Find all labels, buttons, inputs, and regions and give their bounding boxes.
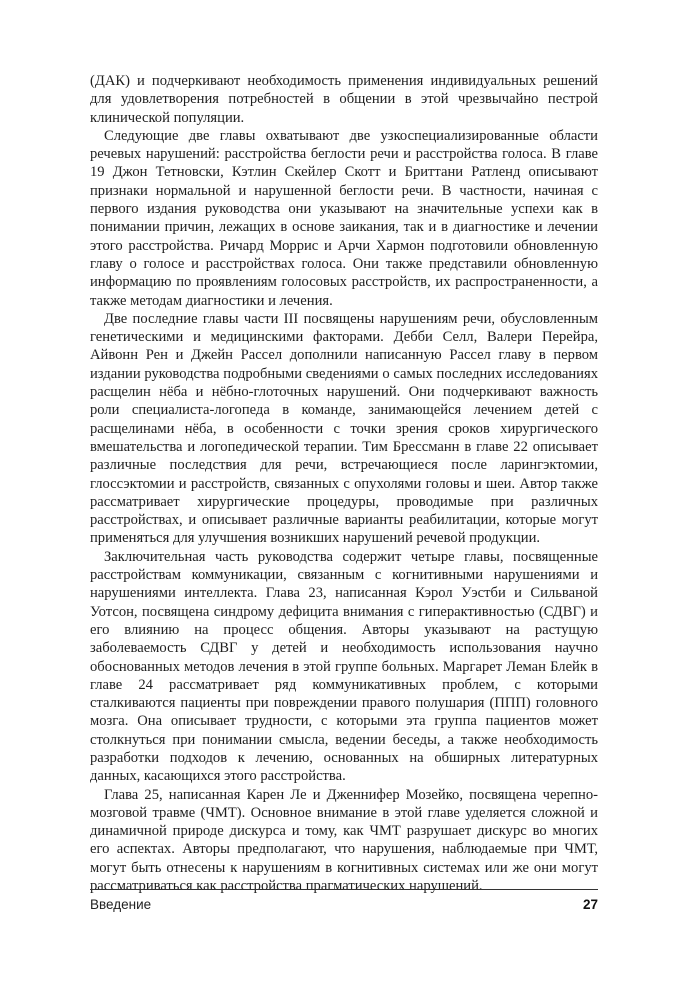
running-footer-title: Введение — [90, 897, 152, 912]
paragraph-4: Заключительная часть руководства содержит четыре главы, посвященные расстройствам коммуникации, связанным с когнитивными нарушениями и нарушениями интеллекта. Глава 23, написанная Кэрол Уэстби и Сильваной Уотсон, посвящена синдрому дефицита внимания с гиперактивностью (СДВГ) и его влиянию на процесс общения. Авторы указывают на растущую заболеваемость СДВГ у детей и необходимость использования научно обоснованных методов лечения в этой группе больных. Маргарет Леман Блейк в главе 24 рассматривает ряд коммуникативных проблем, с которыми сталкиваются пациенты при повреждении правого полушария (ППП) головного мозга. Она описывает трудности, с которыми эта группа пациентов может столкнуться при понимании смысла, ведении беседы, а также необходимость разработки подходов к лечению, основанных на обширных литературных данных, касающихся этого расстройства. — [90, 548, 598, 785]
paragraph-2: Следующие две главы охватывают две узкоспециализированные области речевых нарушений: расстройства беглости речи и расстройства голоса. В главе 19 Джон Тетновски, Кэтлин Скейлер Скотт и Бриттани Ратленд описывают признаки нормальной и нарушенной беглости речи. В частности, начиная с первого издания руководства они указывают на значительные успехи как в понимании причин, лежащих в основе заикания, так и в диагностике и лечении этого расстройства. Ричард Моррис и Арчи Хармон подготовили обновленную главу о голосе и расстройствах голоса. Они также представили обновленную информацию по проявлениям голосовых расстройств, их распространенности, а также методам диагностики и лечения. — [90, 127, 598, 309]
paragraph-5: Глава 25, написанная Карен Ле и Дженнифер Мозейко, посвящена черепно-мозговой травме (ЧМТ). Основное внимание в этой главе уделяется сложной и динамичной природе дискурса и тому, как ЧМТ разрушает дискурс во многих его аспектах. Авторы предполагают, что нарушения, наблюдаемые при ЧМТ, могут быть отнесены к нарушениям в когнитивных системах или же они могут рассматриваться как расстройства прагматических нарушений. — [90, 786, 598, 895]
page-number: 27 — [582, 897, 598, 912]
paragraph-3: Две последние главы части III посвящены нарушениям речи, обусловленным генетическими и медицинскими факторами. Дебби Селл, Валери Перейра, Айвонн Рен и Джейн Рассел дополнили написанную Рассел главу в первом издании руководства подробными сведениями о самых последних исследованиях расщелин нёба и нёбно-глоточных нарушений. Они подчеркивают важность роли специалиста-логопеда в команде, занимающейся лечением детей с расщелинами нёба, в особенности с точки зрения сроков хирургического вмешательства и логопедической терапии. Тим Брессманн в главе 22 описывает различные последствия для речи, встречающиеся после ларингэктомии, глоссэктомии и расстройств, связанных с опухолями головы и шеи. Автор также рассматривает хирургические процедуры, проводимые при различных расстройствах, и описывает различные варианты реабилитации, которые могут применяться для улучшения возникших нарушений речевой продукции. — [90, 310, 598, 547]
paragraph-1: (ДАК) и подчеркивают необходимость применения индивидуальных решений для удовлетворения потребностей в общении в этой чрезвычайно пестрой клинической популяции. — [90, 73, 598, 126]
body-text — [90, 72, 598, 895]
footer-divider — [90, 889, 598, 890]
